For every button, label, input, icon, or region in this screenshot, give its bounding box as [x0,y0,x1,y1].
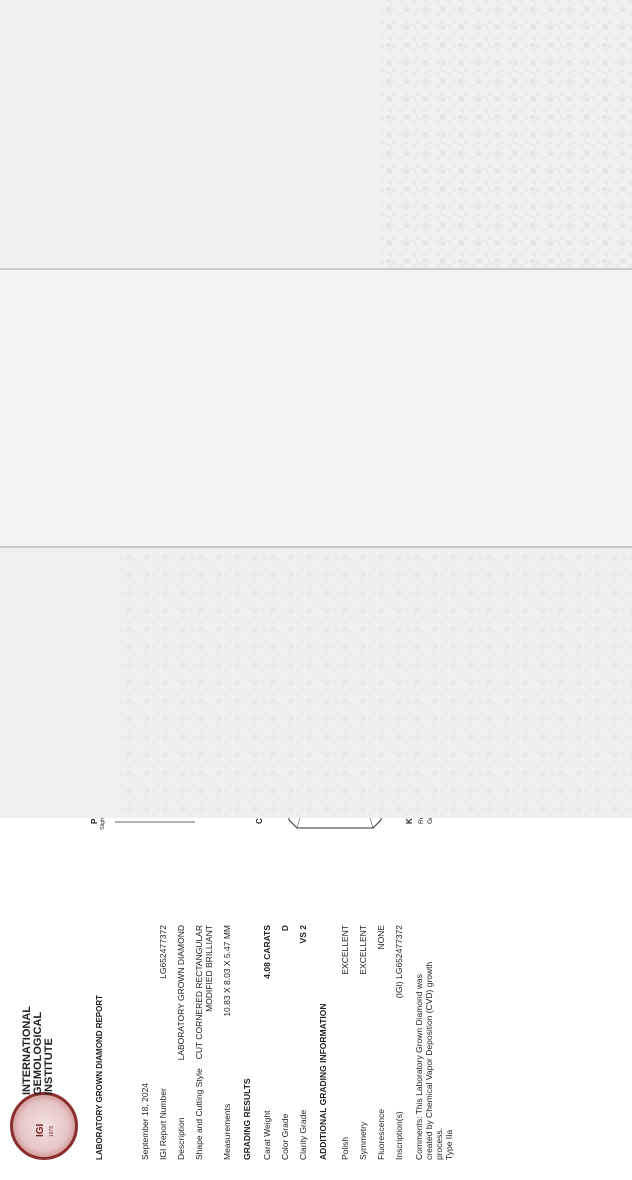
report-date: September 18, 2024 [140,1082,150,1160]
watermark-pattern [120,548,632,818]
institute-name-line: GEMOLOGICAL [32,1011,44,1095]
watermark-pattern [380,0,632,268]
clarity-grade-value: VS 2 [298,925,308,944]
description-value: LABORATORY GROWN DIAMOND [176,925,186,1061]
fluorescence-value: NONE [376,925,386,950]
report-number-value: LG652477372 [158,925,168,979]
polish-value: EXCELLENT [340,925,350,975]
color-grade-label: Color Grade [280,1113,290,1160]
institute-name-line: INSTITUTE [43,1038,55,1095]
measurements-label: Measurements [222,1103,232,1160]
seal-year: 1975 [49,1125,55,1137]
symmetry-value: EXCELLENT [358,925,368,975]
top-panel [0,0,632,268]
carat-label: Carat Weight [262,1110,272,1160]
shape-value [194,925,214,1059]
measurements-value: 10.83 X 8.03 X 5.47 MM [222,925,232,1017]
description-label: Description [176,1117,186,1160]
igi-seal-logo [10,1092,78,1160]
shape-row [194,925,214,1160]
fluorescence-label: Fluorescence [376,1108,386,1160]
middle-panel [0,270,632,546]
institute-name-line: INTERNATIONAL [21,1005,33,1095]
shape-value-line: MODIFIED BRILLIANT [204,925,214,1012]
shape-label: Shape and Cutting Style [194,1068,204,1160]
comments-line: process. [434,1127,444,1160]
comments-line: created by Chemical Vapor Deposition (CVD) growth [424,961,434,1160]
seal-code: IGI [35,1123,46,1137]
shape-value-line: CUT CORNERED RECTANGULAR [194,925,204,1060]
report-number-label: IGI Report Number [158,1088,168,1160]
inscription-value: (IGI) LG652477372 [394,925,404,999]
comments [414,962,454,1160]
inscription-label: Inscription(s) [394,1111,404,1160]
grading-results-heading: GRADING RESULTS [242,1078,252,1160]
institute-name [22,1006,55,1095]
bottom-panel [0,548,632,1160]
report-title: LABORATORY GROWN DIAMOND REPORT [95,994,104,1160]
color-grade-value: D [280,925,290,932]
symmetry-label: Symmetry [358,1121,368,1160]
bottom-panel-content [0,910,632,1180]
additional-grading-heading: ADDITIONAL GRADING INFORMATION [318,1003,328,1160]
carat-value: 4.08 CARATS [262,925,272,979]
clarity-grade-label: Clarity Grade [298,1109,308,1160]
polish-label: Polish [340,1136,350,1160]
comments-line: Type IIa [444,1129,454,1160]
comments-line: Comments: This Laboratory Grown Diamond was [414,974,424,1160]
